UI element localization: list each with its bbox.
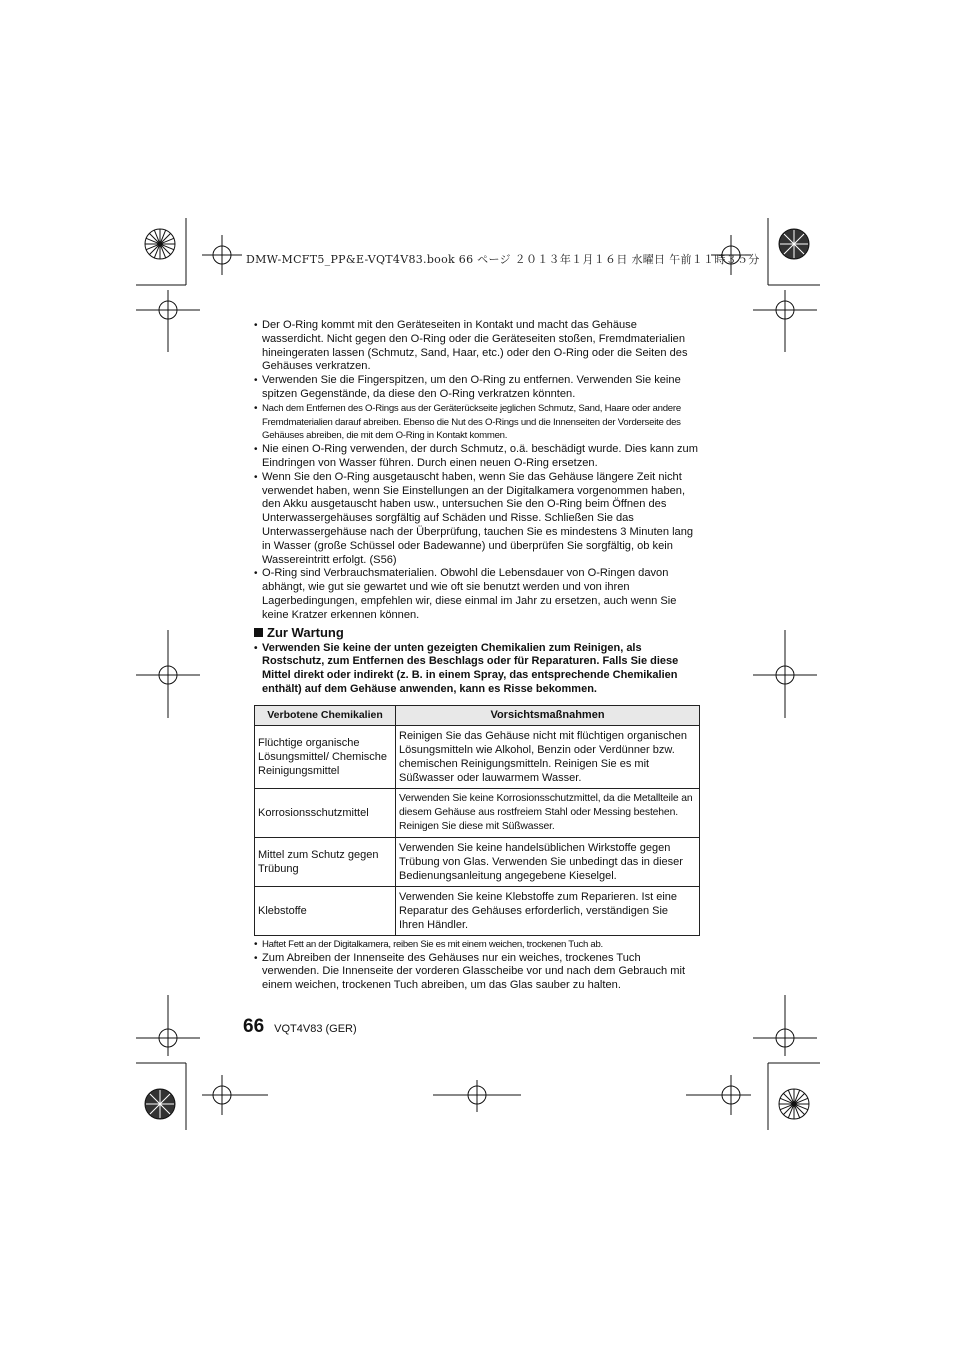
crosshair-icon [686, 1075, 751, 1115]
list-item: • Haftet Fett an der Digitalkamera, reiben Sie es mit einem weichen, trockenen Tuch ab. [254, 938, 700, 952]
table-row [255, 837, 700, 886]
table-row [255, 886, 700, 935]
crosshair-icon [753, 290, 817, 352]
table-cell: Korrosionsschutzmittel [255, 788, 396, 837]
crosshair-icon [433, 1080, 521, 1112]
page-footer [243, 1016, 357, 1038]
list-item: • Der O-Ring kommt mit den Geräteseiten in Kontakt und macht das Gehäuse wasserdicht. Nicht gegen den O-Ring oder die Geräteseiten stoßen, Fremdmaterialien hineingeraten lassen (Schmutz, Sand, Haar, etc.) oder den O-Ring oder die Seiten des Gehäuses verkratzen. [254, 319, 700, 374]
table-header-row [255, 705, 700, 725]
table-cell: Klebstoffe [255, 886, 396, 935]
table-cell: Verwenden Sie keine Korrosionsschutzmittel, da die Metallteile an diesem Gehäuse aus rostfreiem Stahl oder Messing bestehen. Reinigen Sie diese mit Süßwasser. [396, 788, 700, 837]
table-cell: Verwenden Sie keine handelsüblichen Wirkstoffe gegen Trübung von Glas. Verwenden Sie unbedingt das in dieser Bedienungsanleitung angegebene Kieselgel. [396, 837, 700, 886]
print-file-header: DMW-MCFT5_PP&E-VQT4V83.book 66 ページ ２０１３年１月１６日 水曜日 午前１１時３５分 [246, 253, 760, 266]
table-cell: Verwenden Sie keine Klebstoffe zum Reparieren. Ist eine Reparatur des Gehäuses erforderlich, verständigen Sie Ihren Händler. [396, 886, 700, 935]
crosshair-icon [753, 630, 817, 718]
crosshair-icon [136, 995, 200, 1056]
page-number: 66 [243, 1016, 265, 1037]
table-cell: Reinigen Sie das Gehäuse nicht mit flüchtigen organischen Lösungsmitteln wie Alkohol, Benzin oder Verdünner bzw. chemischen Reinigungsmitteln. Reinigen Sie es mit Süßwasser oder lauwarmem Wasser. [396, 725, 700, 788]
table-cell: Flüchtige organische Lösungsmittel/ Chemische Reinigungsmittel [255, 725, 396, 788]
list-item: • Nie einen O-Ring verwenden, der durch Schmutz, o.ä. beschädigt wurde. Dies kann zum Eindringen von Wasser führen. Durch einen neuen O-Ring ersetzen. [254, 443, 700, 471]
starburst-icon [779, 1089, 809, 1119]
list-item: • Zum Abreiben der Innenseite des Gehäuses nur ein weiches, trockenes Tuch verwenden. Die Innenseite der vorderen Glasscheibe vor und nach dem Gebrauch mit einem weichen, trockenen Tuch abreiben, um das Glas sauber zu halten. [254, 952, 700, 993]
warning-text: • Verwenden Sie keine der unten gezeigten Chemikalien zum Reinigen, als Rostschutz, zum Entfernen des Beschlags oder für Reparaturen. Falls Sie diese Mittel direkt oder indirekt (z. B. in einem Spray, das entsprechende Chemikalien enthält) auf dem Gehäuse anwenden, kann es Risse bekommen. [254, 642, 700, 697]
chemicals-table [254, 705, 700, 936]
column-header: Verbotene Chemikalien [255, 705, 396, 725]
square-bullet-icon [254, 628, 263, 637]
section-title: Zur Wartung [267, 624, 344, 640]
crosshair-icon [136, 630, 200, 718]
table-cell: Mittel zum Schutz gegen Trübung [255, 837, 396, 886]
column-header: Vorsichtsmaßnahmen [396, 705, 700, 725]
starburst-icon [145, 1089, 175, 1119]
table-row [255, 725, 700, 788]
crosshair-icon [202, 235, 242, 275]
list-item: • Wenn Sie den O-Ring ausgetauscht haben, wenn Sie das Gehäuse längere Zeit nicht verwendet haben, wenn Sie Einstellungen an der Digitalkamera vorgenommen haben, den Akku ausgetauscht haben usw., untersuchen Sie den O-Ring beim Öffnen des Unterwassergehäuses sorgfältig auf Schäden und Risse. Schließen Sie das Unterwassergehäuse nach der Überprüfung, tauchen Sie es mindestens 3 Minuten lang in Wasser (große Schüssel oder Badewanne) und überprüfen Sie sorgfältig, ob kein Wassereintritt erfolgt. (S56) [254, 471, 700, 568]
list-item: • O-Ring sind Verbrauchsmaterialien. Obwohl die Lebensdauer von O-Ringen davon abhängt, wie gut sie gewartet und wie oft sie benutzt werden und von ihren Lagerbedingungen, empfehlen wir, diese einmal im Jahr zu ersetzen, auch wenn Sie keine Kratzer erkennen können. [254, 567, 700, 622]
page-content [254, 319, 700, 993]
table-row [255, 788, 700, 837]
list-item: • Verwenden Sie die Fingerspitzen, um den O-Ring zu entfernen. Verwenden Sie keine spitzen Gegenstände, da diese den O-Ring verkratzen könnten. [254, 374, 700, 402]
section-heading [254, 625, 700, 641]
crosshair-icon [202, 1075, 268, 1115]
model-code: VQT4V83 (GER) [274, 1023, 357, 1035]
crosshair-icon [136, 290, 200, 352]
starburst-icon [145, 229, 175, 259]
crosshair-icon [753, 995, 817, 1056]
list-item: • Nach dem Entfernen des O-Rings aus der Geräterückseite jeglichen Schmutz, Sand, Haare oder andere Fremdmaterialien darauf abreiben. Ebenso die Nut des O-Rings und die Innenseiten der Vorderseite des Gehäuses abreiben, die mit dem O-Ring in Kontakt kommen. [254, 402, 700, 443]
